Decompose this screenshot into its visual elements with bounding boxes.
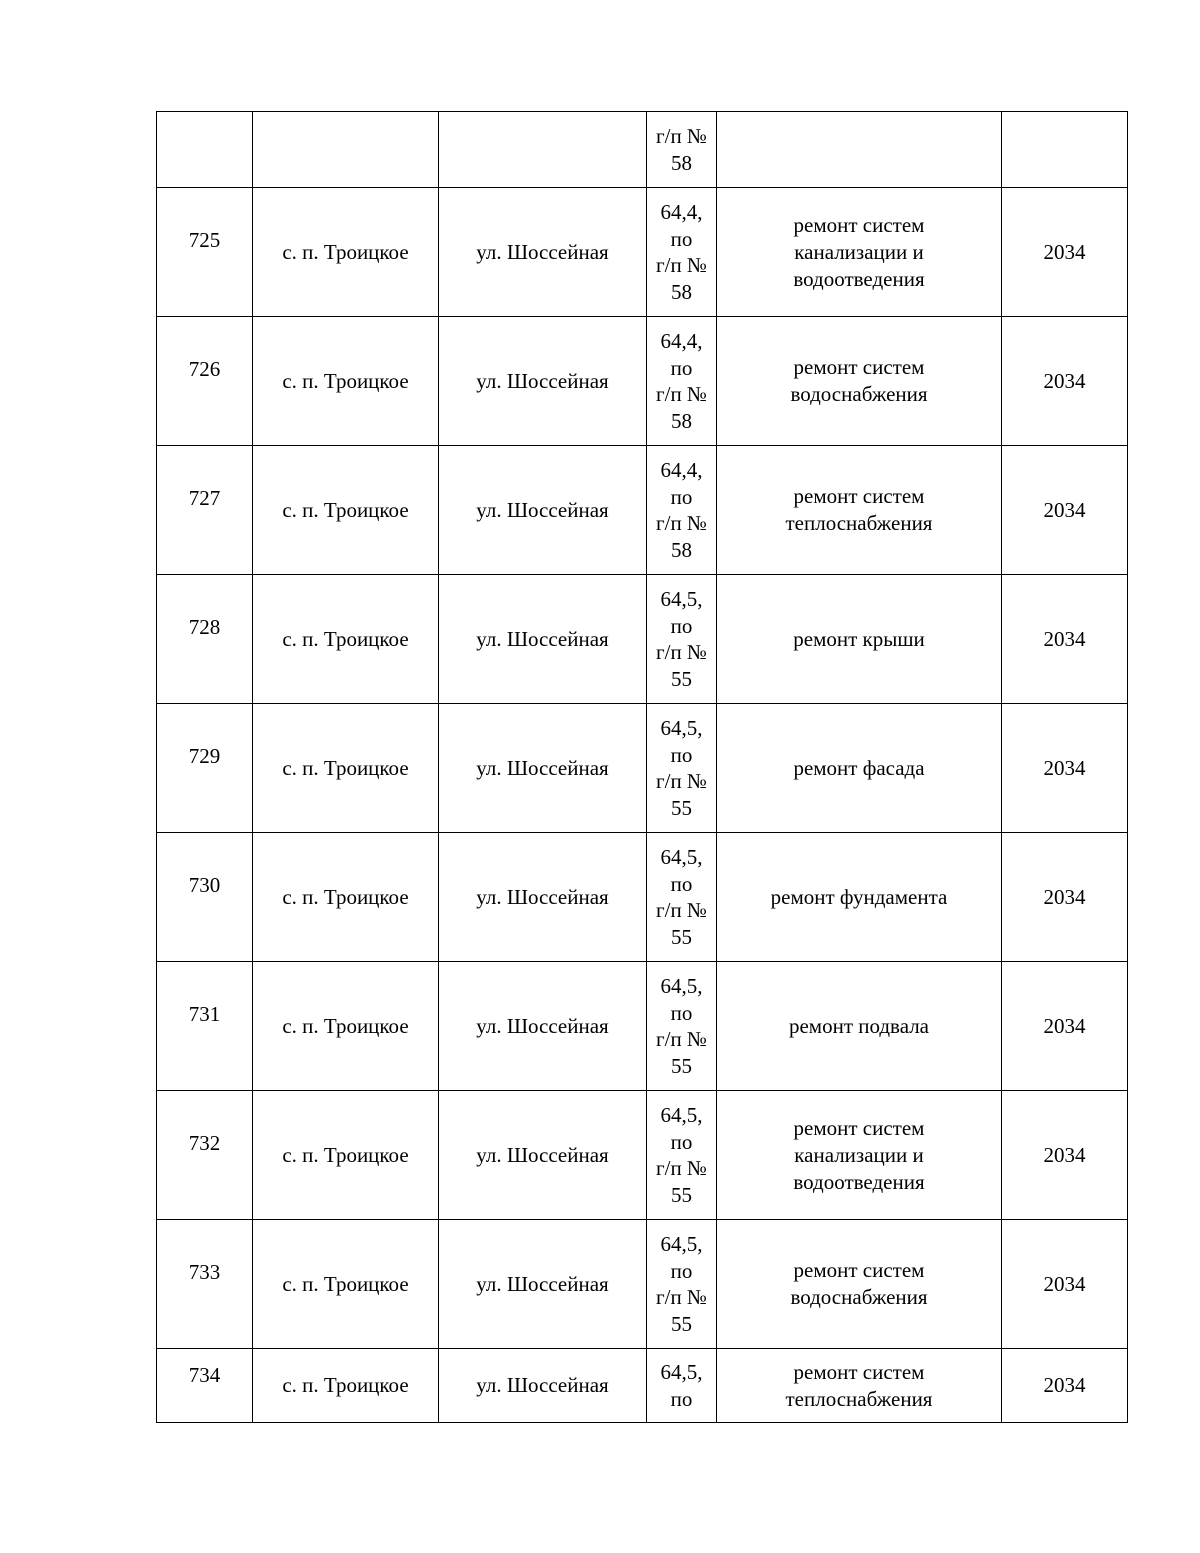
- area-line: г/п №: [656, 640, 707, 664]
- cell-year: 2034: [1002, 962, 1128, 1091]
- cell-work: [717, 1220, 1002, 1349]
- cell-settlement: с. п. Троицкое: [253, 1091, 439, 1220]
- area-line: 58: [671, 537, 692, 562]
- cell-year: 2034: [1002, 704, 1128, 833]
- cell-area: [647, 112, 717, 188]
- work-line: водоснабжения: [790, 382, 928, 406]
- area-line: 64,5,: [660, 716, 703, 740]
- area-line: 64,5,: [660, 845, 703, 869]
- cell-settlement: с. п. Троицкое: [253, 1220, 439, 1349]
- cell-work: [717, 112, 1002, 188]
- cell-settlement: с. п. Троицкое: [253, 446, 439, 575]
- work-line: теплоснабжения: [785, 1386, 933, 1411]
- cell-year: 2034: [1002, 446, 1128, 575]
- table-row: [157, 833, 1128, 962]
- area-line: по: [670, 355, 693, 380]
- area-line: г/п №: [656, 898, 707, 922]
- cell-street: ул. Шоссейная: [439, 704, 647, 833]
- area-line: 58: [671, 408, 692, 433]
- cell-settlement: с. п. Троицкое: [253, 575, 439, 704]
- cell-year: 2034: [1002, 188, 1128, 317]
- area-line: 58: [671, 150, 692, 175]
- cell-area: [647, 188, 717, 317]
- cell-work: [717, 188, 1002, 317]
- cell-year: 2034: [1002, 1091, 1128, 1220]
- work-line: ремонт систем: [793, 212, 925, 237]
- cell-street: ул. Шоссейная: [439, 962, 647, 1091]
- cell-num: 734: [157, 1349, 253, 1423]
- cell-area: [647, 704, 717, 833]
- cell-street: ул. Шоссейная: [439, 188, 647, 317]
- area-line: 64,5,: [660, 1103, 703, 1127]
- area-line: 64,5,: [660, 974, 703, 998]
- cell-work: [717, 446, 1002, 575]
- cell-work: [717, 833, 1002, 962]
- area-line: г/п №: [656, 769, 707, 793]
- area-line: г/п №: [656, 1156, 707, 1180]
- area-line: г/п №: [656, 1027, 707, 1051]
- cell-num: 726: [157, 317, 253, 446]
- area-line: 64,5,: [660, 1360, 703, 1384]
- area-line: по: [670, 1129, 693, 1154]
- cell-settlement: [253, 112, 439, 188]
- cell-num: 731: [157, 962, 253, 1091]
- work-line: ремонт систем: [793, 484, 925, 508]
- area-line: 55: [671, 1182, 692, 1207]
- cell-work: [717, 317, 1002, 446]
- area-line: 64,4,: [660, 329, 703, 353]
- cell-settlement: с. п. Троицкое: [253, 962, 439, 1091]
- cell-settlement: с. п. Троицкое: [253, 704, 439, 833]
- cell-work: [717, 962, 1002, 1091]
- area-line: 55: [671, 924, 692, 949]
- cell-work: [717, 704, 1002, 833]
- area-line: 58: [671, 279, 692, 304]
- work-line: ремонт систем: [793, 1115, 925, 1140]
- table-row: [157, 1091, 1128, 1220]
- table-row: [157, 704, 1128, 833]
- area-line: по: [670, 613, 693, 638]
- cell-street: ул. Шоссейная: [439, 1091, 647, 1220]
- cell-street: ул. Шоссейная: [439, 446, 647, 575]
- cell-year: 2034: [1002, 317, 1128, 446]
- cell-street: ул. Шоссейная: [439, 575, 647, 704]
- cell-num: 727: [157, 446, 253, 575]
- area-line: 55: [671, 795, 692, 820]
- cell-settlement: с. п. Троицкое: [253, 833, 439, 962]
- work-line: ремонт фундамента: [770, 884, 948, 909]
- work-line: ремонт фасада: [793, 755, 925, 780]
- area-line: г/п №: [656, 124, 707, 148]
- work-line: канализации и: [794, 239, 924, 264]
- area-line: по: [670, 484, 693, 509]
- table-row: [157, 188, 1128, 317]
- repair-schedule-table: [156, 111, 1128, 1423]
- area-line: по: [670, 1386, 693, 1411]
- cell-year: 2034: [1002, 833, 1128, 962]
- table-row: [157, 446, 1128, 575]
- work-line: ремонт систем: [793, 355, 925, 379]
- table-row: [157, 317, 1128, 446]
- cell-street: ул. Шоссейная: [439, 833, 647, 962]
- cell-area: [647, 317, 717, 446]
- work-line: ремонт подвала: [788, 1013, 930, 1038]
- area-line: по: [670, 1258, 693, 1283]
- cell-work: [717, 1091, 1002, 1220]
- area-line: г/п №: [656, 382, 707, 406]
- cell-area: [647, 1349, 717, 1423]
- cell-num: 730: [157, 833, 253, 962]
- work-line: водоотведения: [793, 1169, 925, 1194]
- table-row: [157, 1349, 1128, 1423]
- cell-year: 2034: [1002, 1220, 1128, 1349]
- cell-num: [157, 112, 253, 188]
- area-line: 64,5,: [660, 587, 703, 611]
- cell-street: ул. Шоссейная: [439, 1220, 647, 1349]
- cell-street: [439, 112, 647, 188]
- cell-num: 729: [157, 704, 253, 833]
- cell-num: 733: [157, 1220, 253, 1349]
- cell-year: 2034: [1002, 1349, 1128, 1423]
- cell-area: [647, 575, 717, 704]
- work-line: ремонт крыши: [793, 626, 925, 651]
- cell-num: 728: [157, 575, 253, 704]
- table-row: [157, 1220, 1128, 1349]
- cell-street: ул. Шоссейная: [439, 317, 647, 446]
- area-line: 64,4,: [660, 200, 703, 224]
- cell-street: ул. Шоссейная: [439, 1349, 647, 1423]
- work-line: водоснабжения: [790, 1285, 928, 1309]
- cell-work: [717, 575, 1002, 704]
- work-line: теплоснабжения: [785, 511, 933, 535]
- cell-area: [647, 446, 717, 575]
- area-line: г/п №: [656, 1285, 707, 1309]
- table-row: [157, 575, 1128, 704]
- work-line: ремонт систем: [793, 1258, 925, 1282]
- cell-work: [717, 1349, 1002, 1423]
- area-line: по: [670, 742, 693, 767]
- area-line: 64,4,: [660, 458, 703, 482]
- area-line: г/п №: [656, 253, 707, 277]
- area-line: по: [670, 1000, 693, 1025]
- work-line: водоотведения: [793, 266, 925, 291]
- cell-settlement: с. п. Троицкое: [253, 188, 439, 317]
- cell-num: 725: [157, 188, 253, 317]
- work-line: ремонт систем: [793, 1359, 925, 1384]
- area-line: 55: [671, 666, 692, 691]
- cell-settlement: с. п. Троицкое: [253, 317, 439, 446]
- cell-area: [647, 1091, 717, 1220]
- cell-year: [1002, 112, 1128, 188]
- cell-year: 2034: [1002, 575, 1128, 704]
- table-row: [157, 962, 1128, 1091]
- area-line: по: [670, 871, 693, 896]
- cell-area: [647, 1220, 717, 1349]
- cell-num: 732: [157, 1091, 253, 1220]
- area-line: 55: [671, 1311, 692, 1336]
- cell-settlement: с. п. Троицкое: [253, 1349, 439, 1423]
- work-line: канализации и: [794, 1142, 924, 1167]
- area-line: г/п №: [656, 511, 707, 535]
- cell-area: [647, 962, 717, 1091]
- cell-area: [647, 833, 717, 962]
- area-line: по: [670, 226, 693, 251]
- table-body: [157, 112, 1128, 1423]
- area-line: 55: [671, 1053, 692, 1078]
- area-line: 64,5,: [660, 1232, 703, 1256]
- table-row-continuation: [157, 112, 1128, 188]
